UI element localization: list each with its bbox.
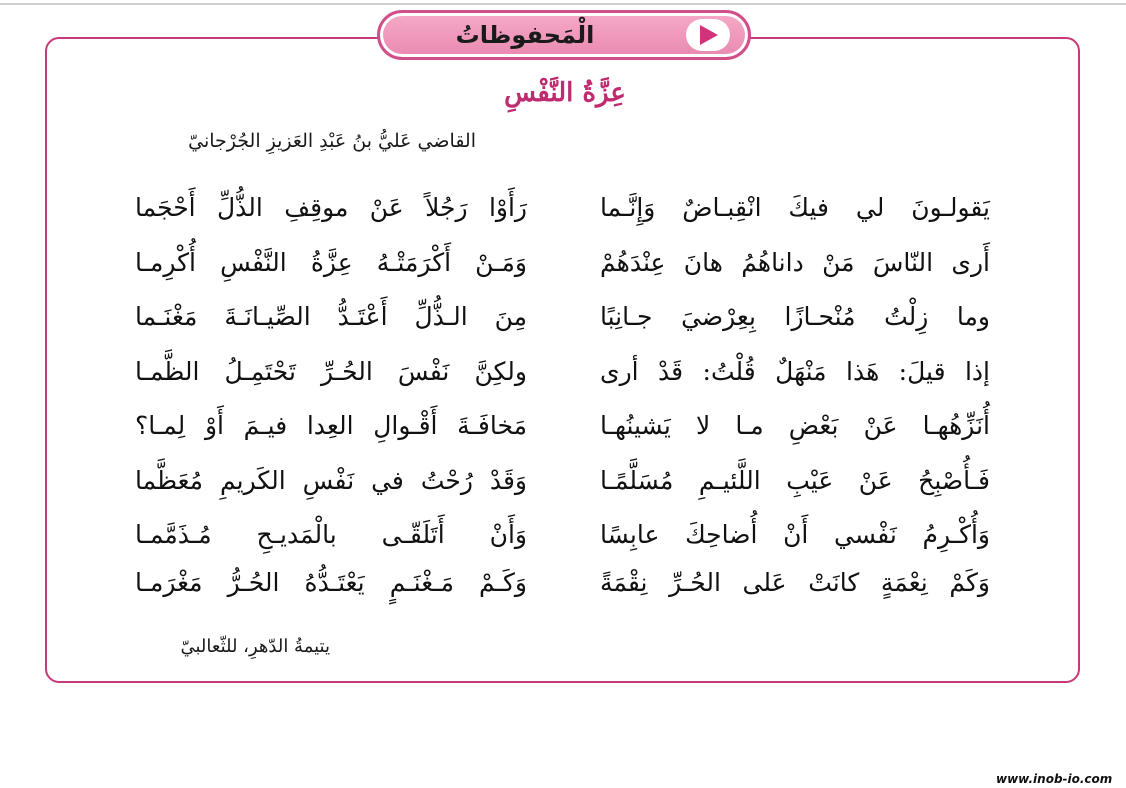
verse-2-second-hemistich: وَمَـنْ أَكْرَمَتْـهُ عِزَّةُ النَّفْسِ أُكْرِمـا (135, 248, 527, 277)
verse-6-second-hemistich: وَقَدْ رُحْتُ في نَفْسِ الكَريمِ مُعَظَّما (135, 466, 527, 495)
poet-name: القاضي عَليُّ بنُ عَبْدِ العَزيزِ الجُرْجانيّ (188, 130, 476, 152)
verse-7-first-hemistich: وَأُكْـرِمُ نَفْسي أَنْ أُضاحِكَ عابِسًا (600, 520, 990, 549)
section-title: الْمَحفوظاتُ (455, 21, 595, 49)
verse-7-second-hemistich: وَأَنْ أَتَلَقّـى بالْمَديـحِ مُـذَمَّمـا (135, 520, 527, 549)
verse-8-first-hemistich: وَكَمْ نِعْمَةٍ كانَتْ عَلى الحُـرِّ نِقْمَةً (600, 568, 990, 597)
verse-5-second-hemistich: مَخافَـةَ أَقْـوالِ العِدا فيـمَ أَوْ لِمـا؟ (135, 411, 527, 440)
verse-6-first-hemistich: فَـأُصْبِحُ عَنْ عَيْبِ اللَّئيـمِ مُسَلَّمًـا (600, 466, 990, 495)
verse-3-first-hemistich: وما زِلْتُ مُنْحـازًا بِعِرْضيَ جـانِبًا (600, 302, 990, 331)
site-watermark: www.inob-io.com (996, 772, 1113, 786)
verse-1-second-hemistich: رَأَوْا رَجُلاً عَنْ موقِفِ الذُّلِّ أَحْجَما (135, 193, 527, 222)
verse-8-second-hemistich: وَكَـمْ مَـغْنَـمٍ يَعْتَـدُّهُ الحُـرُّ مَغْرَمـا (135, 568, 527, 597)
verse-2-first-hemistich: أَرى النّاسَ مَنْ داناهُمُ هانَ عِنْدَهُمْ (600, 248, 990, 277)
poem-source: يتيمةُ الدّهرِ، للثّعالبيّ (180, 636, 330, 657)
verse-1-first-hemistich: يَقولـونَ لي فيكَ انْقِبـاضٌ وَإِنَّـما (600, 193, 990, 222)
verse-5-first-hemistich: أُنَزِّهُهـا عَنْ بَعْضِ مـا لا يَشينُهـا (600, 411, 990, 440)
verse-4-second-hemistich: ولكِنَّ نَفْسَ الحُـرِّ تَحْتَمِـلُ الظَّمـا (135, 357, 527, 386)
verse-3-second-hemistich: مِنَ الـذُّلِّ أَعْتَـدُّ الصِّيـانَـةَ مَغْنَـما (135, 302, 527, 331)
verse-4-first-hemistich: إذا قيلَ: هَذا مَنْهَلٌ قُلْتُ: قَدْ أرى (600, 357, 990, 386)
poem-title: عِزَّةُ النَّفْسِ (504, 78, 626, 108)
